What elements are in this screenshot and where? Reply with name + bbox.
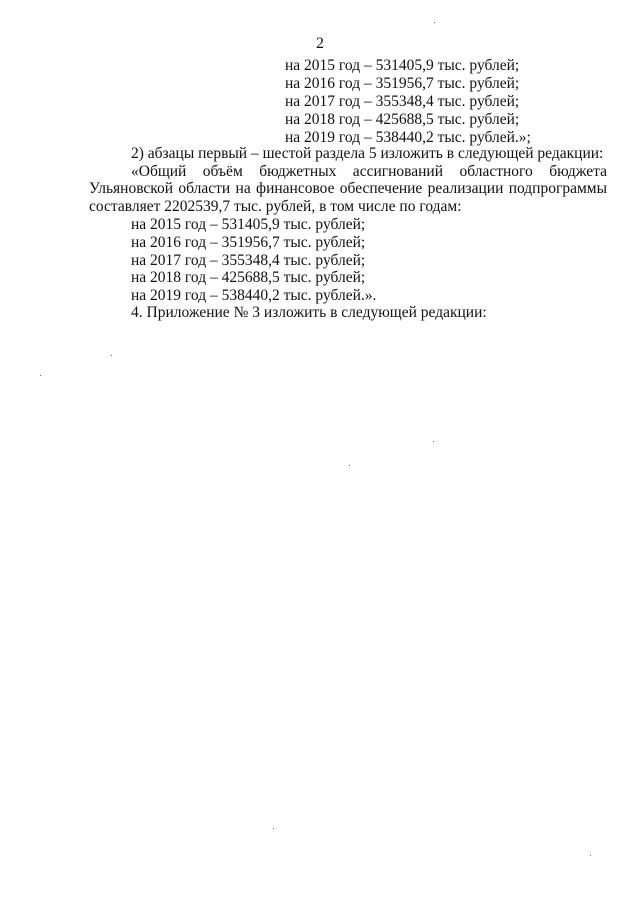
page-number: 2 <box>316 35 324 52</box>
scan-speck <box>433 441 434 442</box>
quote-line-2: Ульяновской области на финансовое обеспечение реализации подпрограммы <box>89 180 607 197</box>
scan-speck <box>434 22 435 23</box>
scan-speck <box>590 855 591 856</box>
quote-line-3: составляет 2202539,7 тыс. рублей, в том числе по годам: <box>89 198 462 215</box>
bottom-list-item-2019: на 2019 год – 538440,2 тыс. рублей.». <box>131 287 377 304</box>
item-4: 4. Приложение № 3 изложить в следующей редакции: <box>131 304 487 321</box>
scan-speck <box>40 375 41 376</box>
top-list-item-2018: на 2018 год – 425688,5 тыс. рублей; <box>285 111 520 128</box>
bottom-list-item-2015: на 2015 год – 531405,9 тыс. рублей; <box>131 216 366 233</box>
scan-speck <box>111 355 112 356</box>
top-list-item-2017: на 2017 год – 355348,4 тыс. рублей; <box>285 93 520 110</box>
top-list-item-2015: на 2015 год – 531405,9 тыс. рублей; <box>285 57 520 74</box>
scan-speck <box>349 465 350 466</box>
bottom-list-item-2017: на 2017 год – 355348,4 тыс. рублей; <box>131 252 366 269</box>
quote-line-1: «Общий объём бюджетных ассигнований областного бюджета <box>131 163 607 180</box>
bottom-list-item-2018: на 2018 год – 425688,5 тыс. рублей; <box>131 269 366 286</box>
top-list-item-2019: на 2019 год – 538440,2 тыс. рублей.»; <box>285 129 531 146</box>
bottom-list-item-2016: на 2016 год – 351956,7 тыс. рублей; <box>131 234 366 251</box>
paragraph-2-intro: 2) абзацы первый – шестой раздела 5 изложить в следующей редакции: <box>131 145 604 162</box>
scan-speck <box>273 828 274 829</box>
top-list-item-2016: на 2016 год – 351956,7 тыс. рублей; <box>285 75 520 92</box>
